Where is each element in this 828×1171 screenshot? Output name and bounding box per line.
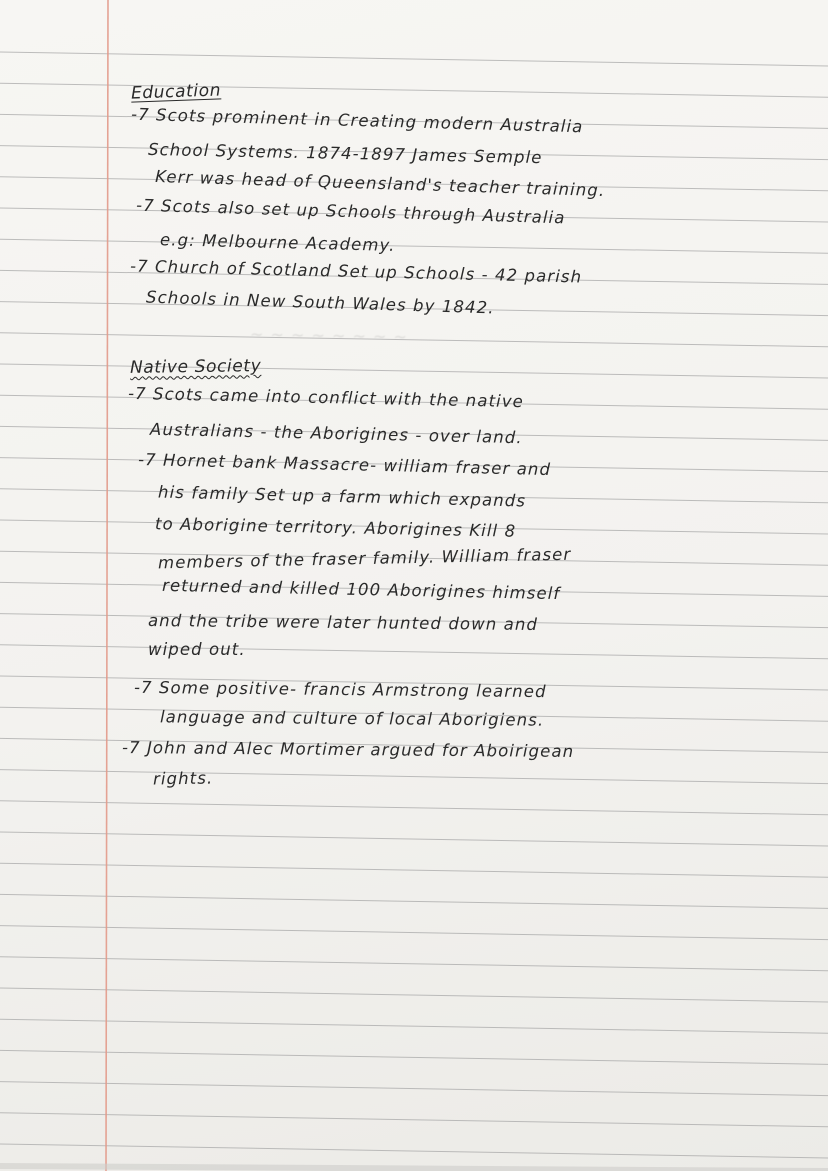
- native-line-4: his family Set up a farm which expands: [157, 482, 527, 511]
- native-line-12: -7 John and Alec Mortimer argued for Aboirigean: [121, 738, 575, 761]
- section-heading-native-society: Native Society: [129, 356, 262, 378]
- native-line-8: and the tribe were later hunted down and: [147, 610, 539, 635]
- bleed-through: ~ ~ ~ ~ ~ ~ ~ ~: [249, 324, 409, 347]
- native-line-3: -7 Hornet bank Massacre- william fraser and: [137, 449, 552, 480]
- native-line-13: rights.: [152, 768, 214, 789]
- native-line-11: language and culture of local Aborigiens.: [159, 707, 545, 730]
- native-line-6: members of the fraser family. William fraser: [157, 544, 572, 573]
- education-line-7: Schools in New South Wales by 1842.: [145, 287, 495, 318]
- native-line-9: wiped out.: [148, 640, 246, 659]
- education-line-4: -7 Scots also set up Schools through Australia: [135, 195, 566, 228]
- education-line-2: School Systems. 1874-1897 James Semple: [147, 139, 543, 168]
- education-line-1: -7 Scots prominent in Creating modern Australia: [130, 104, 584, 137]
- education-line-5: e.g: Melbourne Academy.: [159, 230, 396, 255]
- native-line-1: -7 Scots came into conflict with the native: [127, 383, 525, 412]
- native-line-5: to Aborigine territory. Aborigines Kill 8: [154, 514, 517, 541]
- native-line-2: Australians - the Aborigines - over land.: [149, 419, 523, 448]
- education-line-6: -7 Church of Scotland Set up Schools - 42 parish: [129, 256, 583, 287]
- section-heading-education: Education: [130, 80, 222, 104]
- education-line-3: Kerr was head of Queensland's teacher training.: [154, 166, 606, 201]
- native-line-10: -7 Some positive- francis Armstrong learned: [133, 677, 547, 702]
- native-line-7: returned and killed 100 Aborigines himself: [161, 575, 561, 604]
